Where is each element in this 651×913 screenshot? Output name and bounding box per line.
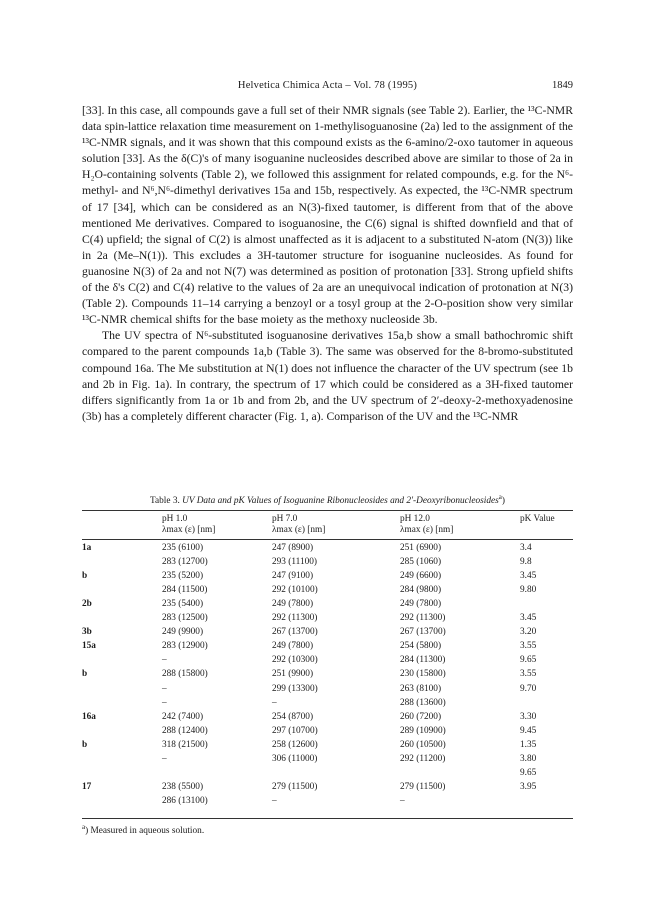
header-ph12: pH 12.0 (400, 514, 430, 524)
row-label: 2b (82, 599, 92, 610)
row-label: b (82, 669, 88, 680)
cell-ph7: 249 (7800) (272, 641, 314, 652)
cell-ph12: 254 (5800) (400, 641, 442, 652)
cell-ph12: 292 (11300) (400, 613, 446, 624)
cell-ph1: 242 (7400) (162, 711, 204, 722)
cell-ph12: 292 (11200) (400, 753, 446, 764)
journal-title: Helvetica Chimica Acta – Vol. 78 (1995) (237, 80, 418, 91)
cell-pk: 9.8 (520, 557, 532, 568)
table-header-rule (82, 539, 573, 540)
row-label: 17 (82, 781, 92, 792)
row-label: 1a (82, 543, 92, 553)
cell-ph1: 283 (12500) (162, 613, 208, 624)
cell-ph7: – (272, 697, 277, 708)
cell-ph1: – (162, 697, 167, 708)
cell-ph12: 249 (7800) (400, 599, 442, 610)
cell-ph12: – (400, 795, 405, 806)
cell-pk: 3.55 (520, 669, 537, 680)
cell-ph7: – (272, 795, 277, 806)
cell-ph7: 306 (11000) (272, 753, 318, 764)
cell-pk: 3.30 (520, 711, 537, 722)
table-caption: Table 3. UV Data and pK Values of Isoguanine Ribonucleosides and 2′-Deoxyribonucleosides$^a$) (150, 492, 505, 506)
table-number: Table 3. (150, 496, 180, 506)
cell-ph12: 260 (7200) (400, 711, 442, 722)
cell-ph1: 249 (9900) (162, 627, 204, 638)
cell-ph7: 292 (10100) (272, 585, 318, 596)
cell-pk: 3.95 (520, 781, 537, 792)
cell-ph1: 284 (11500) (162, 585, 208, 596)
cell-pk: 1.35 (520, 739, 537, 750)
row-label: 15a (82, 641, 96, 652)
cell-pk: 9.45 (520, 725, 537, 736)
cell-ph12: 279 (11500) (400, 781, 446, 792)
cell-ph12: 289 (10900) (400, 725, 446, 736)
cell-ph7: 247 (9100) (272, 571, 314, 582)
cell-ph12: 263 (8100) (400, 683, 442, 694)
cell-pk: 9.80 (520, 585, 537, 596)
cell-ph7: 292 (10300) (272, 655, 318, 666)
running-header (82, 80, 573, 94)
cell-ph1: – (162, 655, 167, 666)
cell-ph1: 288 (15800) (162, 669, 208, 680)
header-pk: pK Value (520, 514, 555, 524)
row-label: b (82, 571, 88, 582)
cell-ph7: 267 (13700) (272, 627, 318, 638)
cell-ph1: 283 (12900) (162, 641, 208, 652)
cell-ph7: 293 (11100) (272, 557, 318, 568)
paragraph-uv: The UV spectra of N⁶-substituted isoguanosine derivatives 15a,b show a small bathochromic shift compared to the parent compounds 1a,b (Table 3). The same was observed for the 8-bromo-substituted compound 16a. The Me substitution at N(1) does not influence the character of the UV spectrum (see 1b and 2b in Fig. 1a). In contrary, the spectrum of 17 which could be considered as a 3H-fixed tautomer differs significantly from 1a or 1b and from 2b, and the UV spectrum of 2′-deoxy-2-methoxyadenosine (3b) has a completely different character (Fig. 1, a). Comparison of the UV and the ¹³C-NMR (82, 329, 573, 423)
cell-ph12: 260 (10500) (400, 739, 446, 750)
cell-pk: 3.55 (520, 641, 537, 652)
header-ph1-unit: λmax (ε) [nm] (162, 525, 216, 535)
cell-ph1: 288 (12400) (162, 725, 208, 736)
header-ph7-unit: λmax (ε) [nm] (272, 525, 326, 535)
cell-ph7: 254 (8700) (272, 711, 314, 722)
table-top-rule (82, 510, 573, 511)
cell-ph7: 251 (9900) (272, 669, 314, 680)
cell-ph12: 284 (9800) (400, 585, 442, 596)
cell-ph1: 235 (5200) (162, 571, 204, 582)
paragraph-nmr: [33]. In this case, all compounds gave a full set of their NMR signals (see Table 2). Earlier, the ¹³C-NMR data spin-lattice relaxation time measurement on 1-methylisoguanosine (2a) led to the assignment of the ¹³C-NMR signals, and it was shown that this compound exists as the 6-amino/2-oxo tautomer in aqueous solution [33]. As the δ(C)'s of many isoguanine nucleosides described above are similar to those of 2a in H₂O-containing solvents (Table 2), we followed this assignment for related compounds, e.g. for the N⁶-methyl- and N⁶,N⁶-dimethyl derivatives 15a and 15b, respectively. As expected, the ¹³C-NMR spectrum of 17 [34], which can be considered as an N(3)-fixed tautomer, is different from that of the above mentioned Me derivatives. Compared to isoguanosine, the C(6) signal is shifted downfield and that of C(4) upfield; the signal of C(2) is almost unaffected as it is adjacent to a substituted N-atom (N(3)) like in 2a (Me–N(1)). This excludes a 3H-tautomer structure for isoguanine nucleosides. As found for guanosine N(3) of 2a and not N(7) was determined as position of protonation [33]. Strong upfield shifts of the δ's C(2) and C(4) relative to the values of 2a are an unequivocal indication of protonation at N(3) (Table 2). Compounds 11–14 carrying a benzoyl or a tosyl group at the 2-O-position show very similar ¹³C-NMR chemical shifts for the base moiety as the methoxy nucleoside 3b. (82, 104, 573, 327)
cell-pk: 3.45 (520, 613, 537, 624)
cell-ph7: 292 (11300) (272, 613, 318, 624)
caption-footnote-mark: a (498, 492, 502, 501)
cell-ph1: 238 (5500) (162, 781, 204, 792)
cell-ph7: 258 (12600) (272, 739, 318, 750)
cell-ph1: – (162, 753, 167, 764)
cell-ph7: 279 (11500) (272, 781, 318, 792)
cell-ph12: 285 (1060) (400, 557, 442, 568)
cell-ph12: 288 (13600) (400, 697, 446, 708)
cell-pk: 3.80 (520, 753, 537, 764)
table-title: UV Data and pK Values of Isoguanine Ribonucleosides and 2′-Deoxyribonucleosides (182, 496, 499, 506)
cell-ph1: 318 (21500) (162, 739, 208, 750)
cell-pk: 3.45 (520, 571, 537, 582)
cell-pk: 9.65 (520, 655, 537, 666)
cell-ph1: 235 (6100) (162, 543, 204, 553)
header-ph12-unit: λmax (ε) [nm] (400, 525, 454, 535)
header-ph1: pH 1.0 (162, 514, 188, 524)
body-text (82, 103, 573, 425)
row-label: 16a (82, 711, 96, 722)
footnote-mark: a (82, 822, 86, 831)
cell-ph12: 267 (13700) (400, 627, 446, 638)
cell-ph12: 249 (6600) (400, 571, 442, 582)
cell-ph12: 230 (15800) (400, 669, 446, 680)
cell-pk: 3.4 (520, 543, 532, 553)
cell-ph1: – (162, 683, 167, 694)
cell-pk: 9.65 (520, 767, 537, 778)
cell-ph1: 235 (5400) (162, 599, 204, 610)
page-number: 1849 (552, 80, 573, 91)
cell-ph1: 286 (13100) (162, 795, 208, 806)
footnote-text: Measured in aqueous solution. (90, 826, 205, 836)
cell-ph1: 283 (12700) (162, 557, 208, 568)
cell-pk: 9.70 (520, 683, 537, 694)
cell-ph7: 299 (13300) (272, 683, 318, 694)
cell-pk: 3.20 (520, 627, 537, 638)
cell-ph7: 297 (10700) (272, 725, 318, 736)
row-label: b (82, 739, 88, 750)
table-footnote: $^a$) Measured in aqueous solution. (82, 822, 205, 836)
cell-ph12: 251 (6900) (400, 543, 442, 553)
table-bottom-rule (82, 818, 573, 819)
cell-ph12: 284 (11300) (400, 655, 446, 666)
header-ph7: pH 7.0 (272, 514, 298, 524)
cell-ph7: 247 (8900) (272, 543, 314, 553)
row-label: 3b (82, 627, 92, 638)
cell-ph7: 249 (7800) (272, 599, 314, 610)
